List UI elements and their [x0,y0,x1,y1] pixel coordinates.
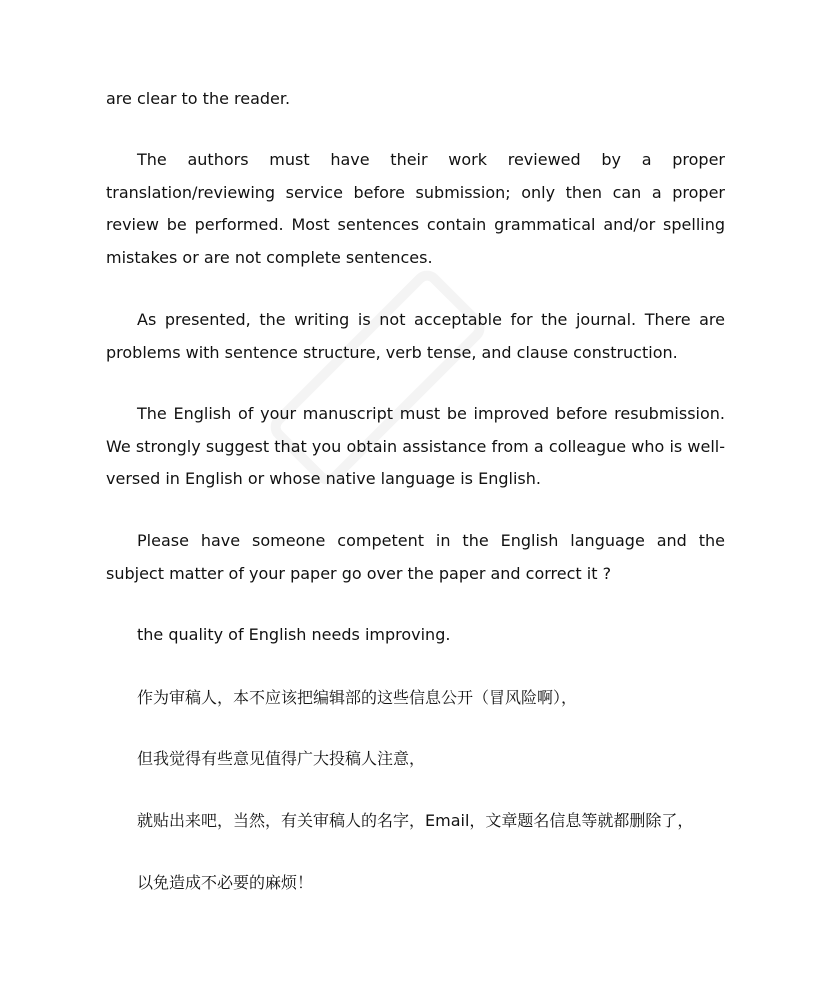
paragraph-cn-reviewer-note: 作为审稿人，本不应该把编辑部的这些信息公开（冒风险啊）， [137,688,578,707]
paragraph-competent-reviewer: Please have someone competent in the English language and the subject matter of your paper go over the paper and correct it ? [106,531,725,583]
paragraph-english-improvement: The English of your manuscript must be improved before resubmission. We strongly suggest that you obtain assistance from a colleague who is well-versed in English or whose native language is English. [106,404,725,488]
paragraph-cn-attention: 但我觉得有些意见值得广大投稿人注意， [137,749,426,768]
paragraph-continuation: are clear to the reader. [106,89,291,108]
paragraph-writing-not-acceptable: As presented, the writing is not acceptable for the journal. There are problems with sentence structure, verb tense, and clause construction. [106,310,725,362]
paragraph-translation-service: The authors must have their work reviewed by a proper translation/reviewing service before submission; only then can a proper review be performed. Most sentences contain grammatical and/or spelling mistakes or are not complete sentences. [106,150,725,267]
paragraph-quality-english: the quality of English needs improving. [137,625,451,644]
paragraph-cn-avoid-trouble: 以免造成不必要的麻烦！ [137,873,314,892]
paragraph-cn-posted: 就贴出来吧，当然，有关审稿人的名字，Email，文章题名信息等就都删除了， [137,811,694,830]
